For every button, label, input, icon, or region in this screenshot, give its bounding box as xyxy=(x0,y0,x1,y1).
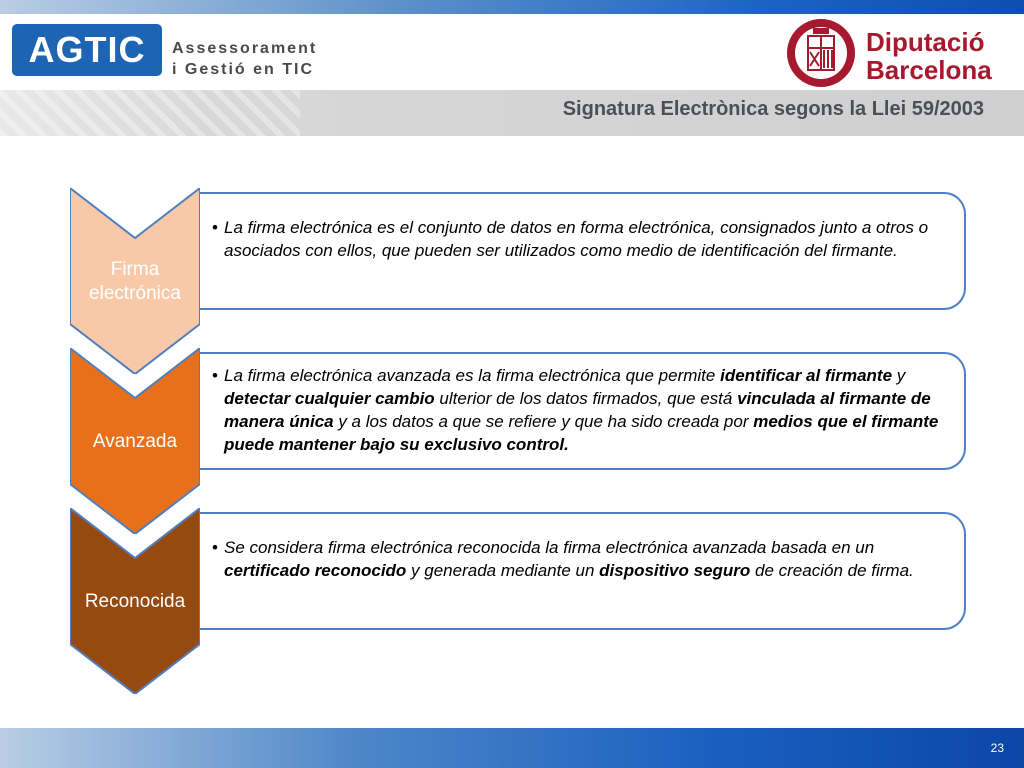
diputacio-emblem-icon xyxy=(786,18,856,88)
definition-text-segment: y a los datos a que se refiere y que ha sido creada por xyxy=(333,412,754,431)
definition-text-segment: La firma electrónica es el conjunto de datos en forma electrónica, consignados junto a otros o asociados con ellos, que pueden ser utilizados como medio de identificación del firmante. xyxy=(224,218,929,260)
chevron-label-reconocida: Reconocida xyxy=(84,591,186,612)
bullet: • xyxy=(212,218,218,237)
definition-text-segment: La firma electrónica avanzada es la firma electrónica que permite xyxy=(224,366,721,385)
page-number: 23 xyxy=(990,741,1004,755)
emphasis-text: certificado reconocido xyxy=(224,561,407,580)
top-bar xyxy=(0,0,1024,14)
definition-text-segment: y generada mediante un xyxy=(406,561,600,580)
agtic-subtitle xyxy=(172,38,317,80)
bullet: • xyxy=(212,538,218,557)
definition-text-firma xyxy=(212,216,962,262)
definition-text-segment: de creación de firma. xyxy=(750,561,914,580)
chevron-label-firma: Firma electrónica xyxy=(89,259,181,304)
agtic-logo: AGTIC xyxy=(12,24,162,76)
agtic-subtitle-line2: i Gestió en TIC xyxy=(172,61,315,78)
footer-bar xyxy=(0,728,1024,768)
diputacio-line2: Barcelona xyxy=(866,55,992,85)
emphasis-text: medios que el firmante puede mantener bajo su exclusivo control. xyxy=(224,412,939,454)
emphasis-text: identificar al firmante xyxy=(720,366,893,385)
chevron-label-avanzada: Avanzada xyxy=(92,431,178,452)
definition-text-reconocida xyxy=(212,536,962,582)
bullet: • xyxy=(212,366,218,385)
emphasis-text: vinculada al firmante de manera única xyxy=(224,389,931,431)
definition-text-segment: ulterior de los datos firmados, que está xyxy=(434,389,738,408)
definition-text-avanzada xyxy=(212,364,962,456)
definition-text-segment: y xyxy=(892,366,906,385)
emphasis-text: dispositivo seguro xyxy=(599,561,751,580)
slide-title: Signatura Electrònica segons la Llei 59/2003 xyxy=(562,98,984,120)
emphasis-text: detectar cualquier cambio xyxy=(224,389,435,408)
diputacio-name xyxy=(866,28,992,84)
definition-text-segment: Se considera firma electrónica reconocida la firma electrónica avanzada basada en un xyxy=(224,538,875,557)
header xyxy=(0,14,1024,136)
agtic-subtitle-line1: Assessorament xyxy=(172,40,318,57)
diputacio-line1: Diputació xyxy=(866,27,985,57)
